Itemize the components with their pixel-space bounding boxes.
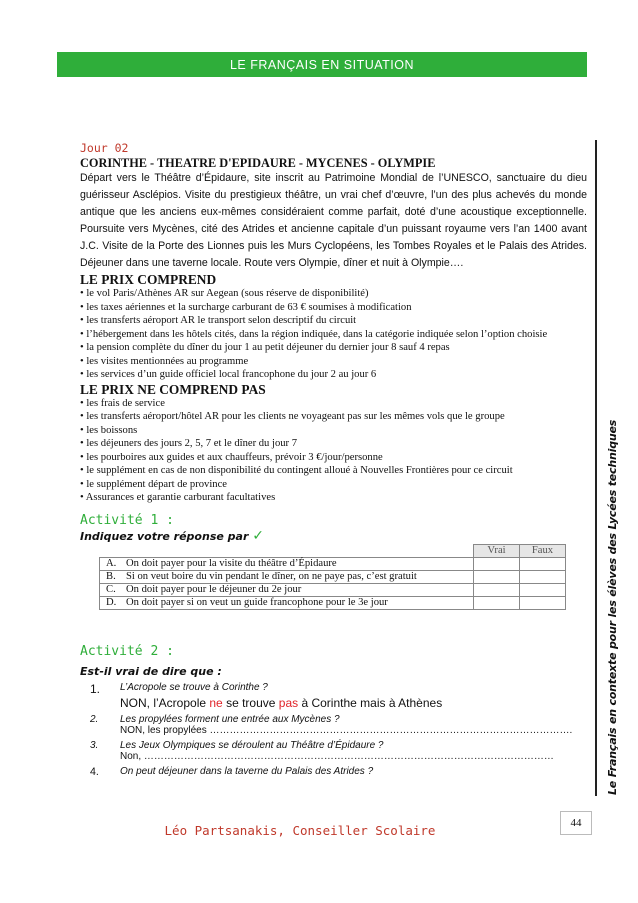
statement-cell: A. On doit payer pour la visite du théâtre d’Épidaure [100, 557, 474, 570]
list-item: • le supplément départ de province [80, 478, 227, 490]
question-number: 1. [90, 681, 101, 696]
true-answer-cell[interactable] [474, 570, 520, 583]
checkmark-icon: ✓ [252, 527, 264, 544]
table-row [100, 557, 566, 570]
question-text: Les Jeux Olympiques se déroulent au Théâtre d’Épidaure ? [120, 739, 384, 751]
table-header-row [100, 544, 566, 557]
day-title: CORINTHE - THEATRE D'EPIDAURE - MYCENES - OLYMPIE [80, 156, 436, 170]
main-content [80, 141, 587, 778]
excludes-list [80, 397, 587, 505]
list-item: • Assurances et garantie carburant facultatives [80, 492, 276, 503]
question-number: 3. [90, 739, 99, 751]
instruction-text: Indiquez votre réponse par [80, 529, 249, 543]
false-answer-cell[interactable] [520, 570, 566, 583]
statement-cell: C. On doit payer pour le déjeuner du 2e jour [100, 583, 474, 596]
activity1-title: Activité 1 : [80, 512, 174, 528]
header-blank [100, 544, 474, 557]
table-row [100, 570, 566, 583]
answer-3[interactable]: Non, …………………………………………………………………………………………………………… [120, 750, 554, 762]
answer-1: NON, l’Acropole ne se trouve pas à Corinthe mais à Athènes [120, 695, 443, 710]
header-banner: LE FRANÇAIS EN SITUATION [57, 52, 587, 77]
list-item: • les services d’un guide officiel local francophone du jour 2 au jour 6 [80, 369, 377, 380]
question-3 [90, 740, 587, 751]
false-answer-cell[interactable] [520, 557, 566, 570]
day-description: Départ vers le Théâtre d’Épidaure, site inscrit au Patrimoine Mondial de l’UNESCO, sanctuaire du dieu guérisseur Asclépios. Visite du prestigieux théâtre, un vrai chef d’œuvre, l’un des plus achevés du monde antique que les anciens eux-mêmes considéraient comme parfait, doté d’une acoustique exceptionnelle. Poursuite vers Mycènes, cité des Atrides et ancienne capitale d’un puissant royaume vers l’an 1400 avant J.C. Visite de la Porte des Lionnes puis les Murs Cyclopéens, les Tombes Royales et le Palais des Atrides. Déjeuner dans une taverne locale. Route vers Olympie, dîner et nuit à Olympie…. [80, 172, 587, 269]
false-answer-cell[interactable] [520, 596, 566, 609]
activity1-instruction [80, 528, 587, 544]
activity2-instruction: Est-il vrai de dire que : [80, 664, 222, 678]
list-item: • les frais de service [80, 397, 165, 409]
list-item: • l’hébergement dans les hôtels cités, dans la région indiquée, dans la catégorie indiquée selon l’option choisie [80, 328, 548, 340]
page-number: 44 [560, 811, 592, 835]
sidebar-caption: Le Français en contexte pour les élèves des Lycées techniques [606, 419, 619, 795]
statement-cell: B. Si on veut boire du vin pendant le dîner, on ne paye pas, c’est gratuit [100, 570, 474, 583]
list-item: • le supplément en cas de non disponibilité du contingent alloué à Nouvelles Frontières pour ce circuit [80, 465, 513, 476]
list-item: • les transferts aéroport/hôtel AR pour les clients ne voyageant pas sur les mêmes vols que le groupe [80, 411, 505, 422]
list-item: • les boissons [80, 424, 138, 436]
footer-author: Léo Partsanakis, Conseiller Scolaire [164, 823, 436, 838]
false-answer-cell[interactable] [520, 583, 566, 596]
header-true: Vrai [474, 544, 520, 557]
question-number: 4. [90, 765, 99, 778]
true-answer-cell[interactable] [474, 583, 520, 596]
list-item: • la pension complète du dîner du jour 1 au petit déjeuner du dernier jour 8 sauf 4 repas [80, 342, 450, 353]
question-1 [90, 682, 587, 696]
list-item: • les pourboires aux guides et aux chauffeurs, prévoir 3 €/jour/personne [80, 451, 383, 463]
vertical-divider [595, 140, 597, 796]
true-answer-cell[interactable] [474, 596, 520, 609]
question-4 [90, 766, 587, 778]
true-false-table [99, 544, 566, 610]
question-number: 2. [90, 713, 99, 725]
includes-list [80, 287, 587, 382]
question-text: Les propylées forment une entrée aux Mycènes ? [120, 713, 340, 725]
day-label: Jour 02 [80, 141, 129, 155]
list-item: • les taxes aériennes et la surcharge carburant de 63 € soumises à modification [80, 301, 412, 313]
true-answer-cell[interactable] [474, 557, 520, 570]
header-false: Faux [520, 544, 566, 557]
list-item: • le vol Paris/Athènes AR sur Aegean (sous réserve de disponibilité) [80, 288, 369, 299]
table-row [100, 583, 566, 596]
question-list [80, 682, 587, 778]
excludes-heading: LE PRIX NE COMPREND PAS [80, 381, 266, 397]
list-item: • les transferts aéroport AR le transport selon descriptif du circuit [80, 315, 357, 326]
question-2 [90, 714, 587, 725]
includes-heading: LE PRIX COMPREND [80, 272, 217, 287]
answer-2[interactable]: NON, les propylées ………………………………………………………………………………………………. [120, 724, 573, 736]
list-item: • les déjeuners des jours 2, 5, 7 et le dîner du jour 7 [80, 438, 298, 449]
question-text: L’Acropole se trouve à Corinthe ? [120, 681, 268, 693]
activity2-title: Activité 2 : [80, 643, 174, 659]
statement-cell: D. On doit payer si on veut un guide francophone pour le 3e jour [100, 596, 474, 609]
table-row [100, 596, 566, 609]
list-item: • les visites mentionnées au programme [80, 355, 249, 367]
question-text: On peut déjeuner dans la taverne du Palais des Atrides ? [120, 765, 374, 777]
